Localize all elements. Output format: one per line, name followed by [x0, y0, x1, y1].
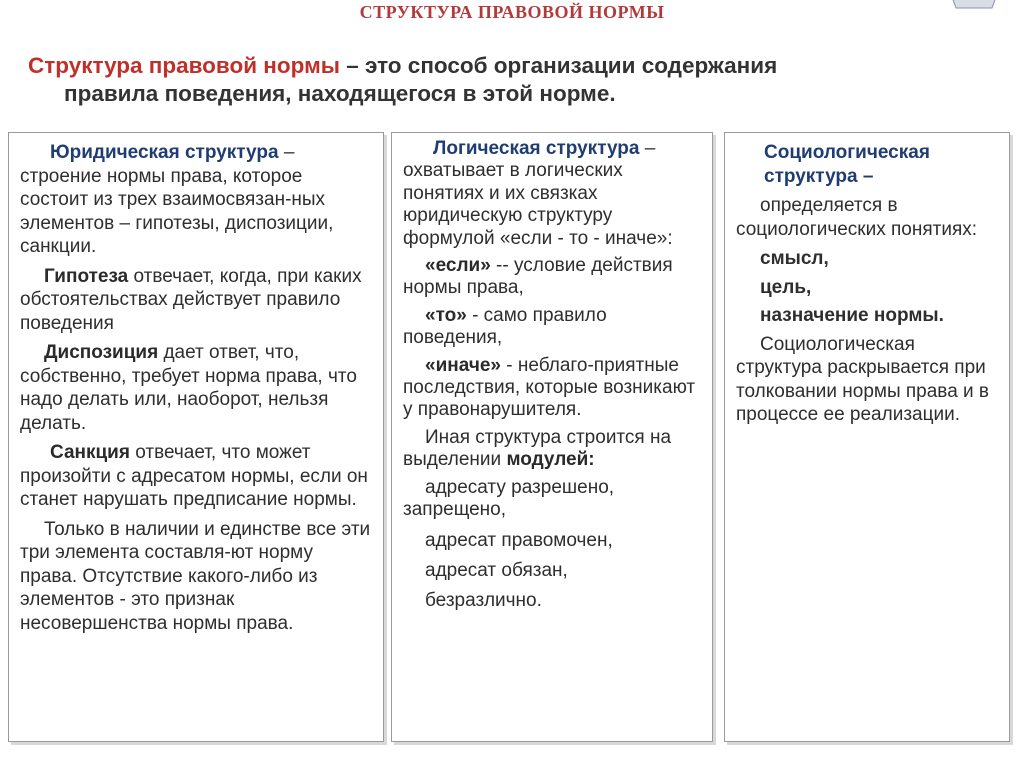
- disposition-paragraph: [20, 341, 375, 435]
- modules-text: Иная структура строится на выделении: [403, 426, 672, 471]
- juridical-structure-panel: [8, 132, 384, 742]
- modules-paragraph: [403, 427, 704, 472]
- obliged-text: адресат обязан,: [425, 559, 568, 581]
- sociological-heading: Социологическая структура –: [764, 142, 930, 187]
- sociological-conclusion: [736, 333, 1001, 427]
- definition-line2: правила поведения, находящегося в этой норме.: [64, 81, 616, 106]
- sociological-structure-panel: [724, 132, 1010, 742]
- if-term: «если»: [425, 255, 491, 277]
- definition-term: Структура правовой нормы: [28, 53, 340, 78]
- sociological-item-purpose: назначение нормы.: [760, 305, 944, 326]
- permitted-text: адресату разрешено, запрещено,: [403, 476, 615, 521]
- hypothesis-term: Гипотеза: [44, 265, 129, 287]
- juridical-heading: Юридическая структура: [50, 142, 279, 163]
- definition: [28, 52, 988, 108]
- obliged-item: [403, 560, 704, 582]
- disposition-text: дает ответ, что, собственно, требует норма права, что надо делать или, наоборот, нельзя делать.: [20, 342, 357, 434]
- logical-structure-panel: [391, 132, 713, 742]
- hypothesis-paragraph: [20, 265, 375, 336]
- entitled-text: адресат правомочен,: [425, 529, 613, 551]
- sociological-conclusion-text: Социологическая структура раскрывается при толковании нормы права и в процессе ее реализации.: [736, 333, 990, 425]
- permitted-item: [403, 477, 704, 522]
- juridical-intro: [20, 141, 375, 259]
- indifferent-item: [403, 590, 704, 612]
- else-paragraph: [403, 355, 704, 422]
- logical-intro: [403, 138, 704, 250]
- hypothesis-text: отвечает, когда, при каких обстоятельствах действует правило поведения: [20, 265, 362, 334]
- juridical-conclusion-text: Только в наличии и единстве все эти три элемента составля-ют норму права. Отсутствие какого-либо из элементов - это признак несовершенства нормы права.: [20, 518, 371, 634]
- if-text: -- условие действия нормы права,: [403, 255, 673, 299]
- juridical-intro-text: строение нормы права, которое состоит из трех взаимосвязан-ных элементов – гипотезы, диспозиции, санкции.: [20, 165, 334, 257]
- juridical-conclusion: [20, 518, 375, 636]
- logical-heading: Логическая структура: [433, 138, 640, 159]
- sanction-text: отвечает, что может произойти с адресатом нормы, если он станет нарушать предписание нормы.: [20, 442, 368, 510]
- logical-intro-text: – охватывает в логических понятиях и их связках юридическую структуру формулой «если - то - иначе»:: [403, 138, 673, 249]
- sociological-item-goal: цель,: [760, 276, 812, 298]
- page-title: СТРУКТУРА ПРАВОВОЙ НОРМЫ: [359, 2, 665, 22]
- then-term: «то»: [425, 304, 467, 326]
- sanction-paragraph: [20, 441, 375, 512]
- definition-rest: – это способ организации содержания: [339, 53, 778, 78]
- corner-badge-icon: [942, 0, 1006, 16]
- indifferent-text: безразлично.: [425, 590, 542, 612]
- sociological-heading-wrap: [736, 141, 1001, 188]
- modules-term: модулей:: [506, 449, 595, 471]
- sanction-term: Санкция: [50, 442, 130, 463]
- if-paragraph: [403, 255, 704, 300]
- disposition-term: Диспозиция: [44, 342, 159, 363]
- sociological-item-meaning: смысл,: [760, 248, 829, 269]
- else-text: - неблаго-приятные последствия, которые возникают у правонарушителя.: [403, 354, 696, 421]
- juridical-dash: –: [278, 142, 295, 163]
- sociological-intro-text: определяется в социологических понятиях:: [736, 195, 978, 240]
- sociological-intro: [736, 194, 1001, 241]
- else-term: «иначе»: [425, 354, 501, 376]
- entitled-item: [403, 530, 704, 552]
- then-text: - само правило поведения,: [403, 304, 607, 349]
- then-paragraph: [403, 305, 704, 350]
